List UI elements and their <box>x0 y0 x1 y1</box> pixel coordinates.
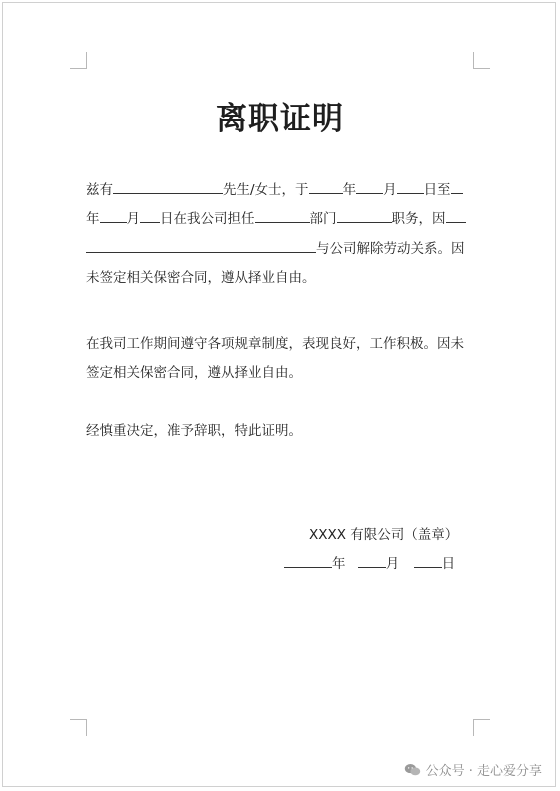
sign-day-blank <box>414 553 442 568</box>
sign-year-blank <box>284 553 332 568</box>
end-month-blank <box>100 208 127 223</box>
text: 兹有 <box>86 182 113 198</box>
margin-mark-bottom-right <box>473 719 490 736</box>
wechat-icon <box>404 763 421 777</box>
text: 月 <box>383 182 397 198</box>
para1-line3 <box>86 237 465 257</box>
para1-line1 <box>86 178 463 198</box>
para1-line2 <box>86 207 466 227</box>
position-blank <box>337 208 392 223</box>
watermark-text: 公众号 · 走心爱分享 <box>425 764 542 779</box>
company-stamp-line: XXXX 有限公司（盖章） <box>309 527 459 543</box>
text: 年 <box>342 182 357 198</box>
text: 月 <box>126 211 140 227</box>
watermark <box>404 760 542 779</box>
para3-line: 经慎重决定，准予辞职，特此证明。 <box>86 423 302 439</box>
text: 日至 <box>423 182 451 198</box>
margin-mark-top-left <box>70 52 87 69</box>
end-day-blank <box>140 208 160 223</box>
text: 日 <box>441 556 456 572</box>
start-month-blank <box>356 179 383 194</box>
text: 先生/女士，于 <box>223 182 309 198</box>
reason-blank <box>86 238 316 253</box>
end-year-blank-start <box>451 179 463 194</box>
para2-line2: 签定相关保密合同，遵从择业自由。 <box>86 365 302 381</box>
date-line <box>284 552 455 572</box>
para2-line1: 在我司工作期间遵守各项规章制度，表现良好，工作积极。因未 <box>86 336 464 352</box>
sign-month-blank <box>358 553 386 568</box>
text: 与公司解除劳动关系。因 <box>316 241 465 257</box>
text: 年 <box>332 556 346 572</box>
department-blank <box>255 208 310 223</box>
start-year-blank <box>309 179 343 194</box>
text: 部门 <box>309 211 337 227</box>
text: 年 <box>86 211 100 227</box>
text: 日在我公司担任 <box>160 211 255 227</box>
reason-blank-start <box>446 208 466 223</box>
start-day-blank <box>397 179 424 194</box>
text: 月 <box>385 556 400 572</box>
margin-mark-top-right <box>473 52 490 69</box>
para1-line4: 未签定相关保密合同，遵从择业自由。 <box>86 270 316 286</box>
name-blank <box>113 179 223 194</box>
margin-mark-bottom-left <box>70 719 87 736</box>
document-title: 离职证明 <box>216 101 344 137</box>
text: 职务，因 <box>391 211 446 227</box>
